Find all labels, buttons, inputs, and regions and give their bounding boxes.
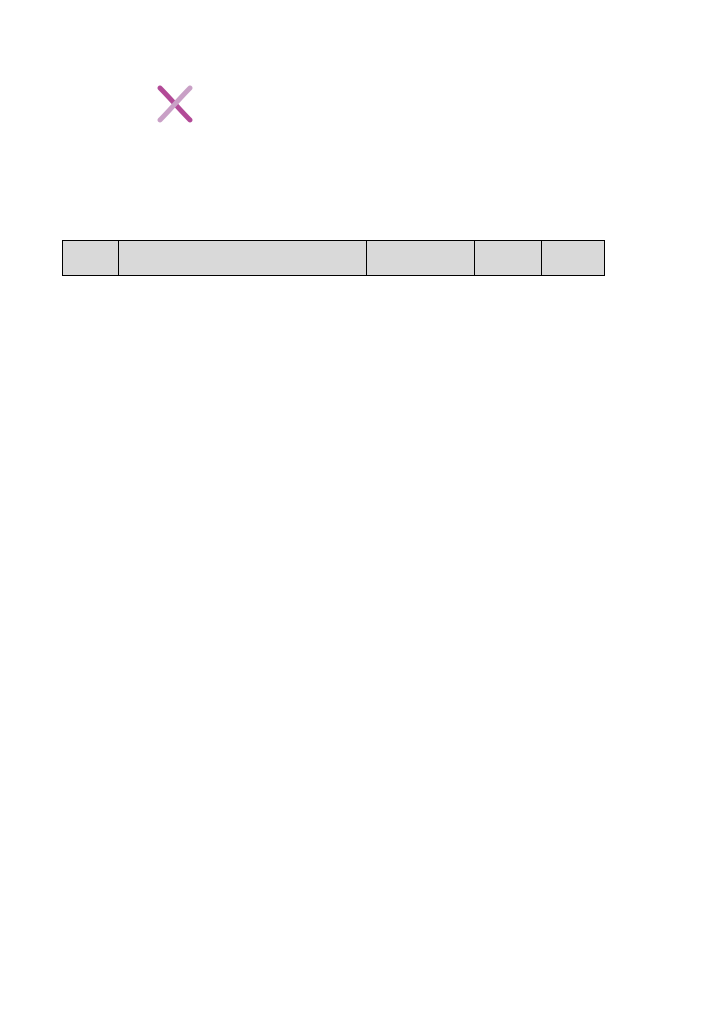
price-table <box>62 240 605 276</box>
company-logo <box>82 84 292 144</box>
header-badanie <box>119 241 367 276</box>
header-nr <box>63 241 119 276</box>
logo-wordmark <box>82 84 122 124</box>
header-metoda <box>367 241 475 276</box>
header-czas <box>542 241 605 276</box>
table-header-row <box>63 241 605 276</box>
header-cena <box>475 241 542 276</box>
dna-helix-icon <box>156 84 194 124</box>
